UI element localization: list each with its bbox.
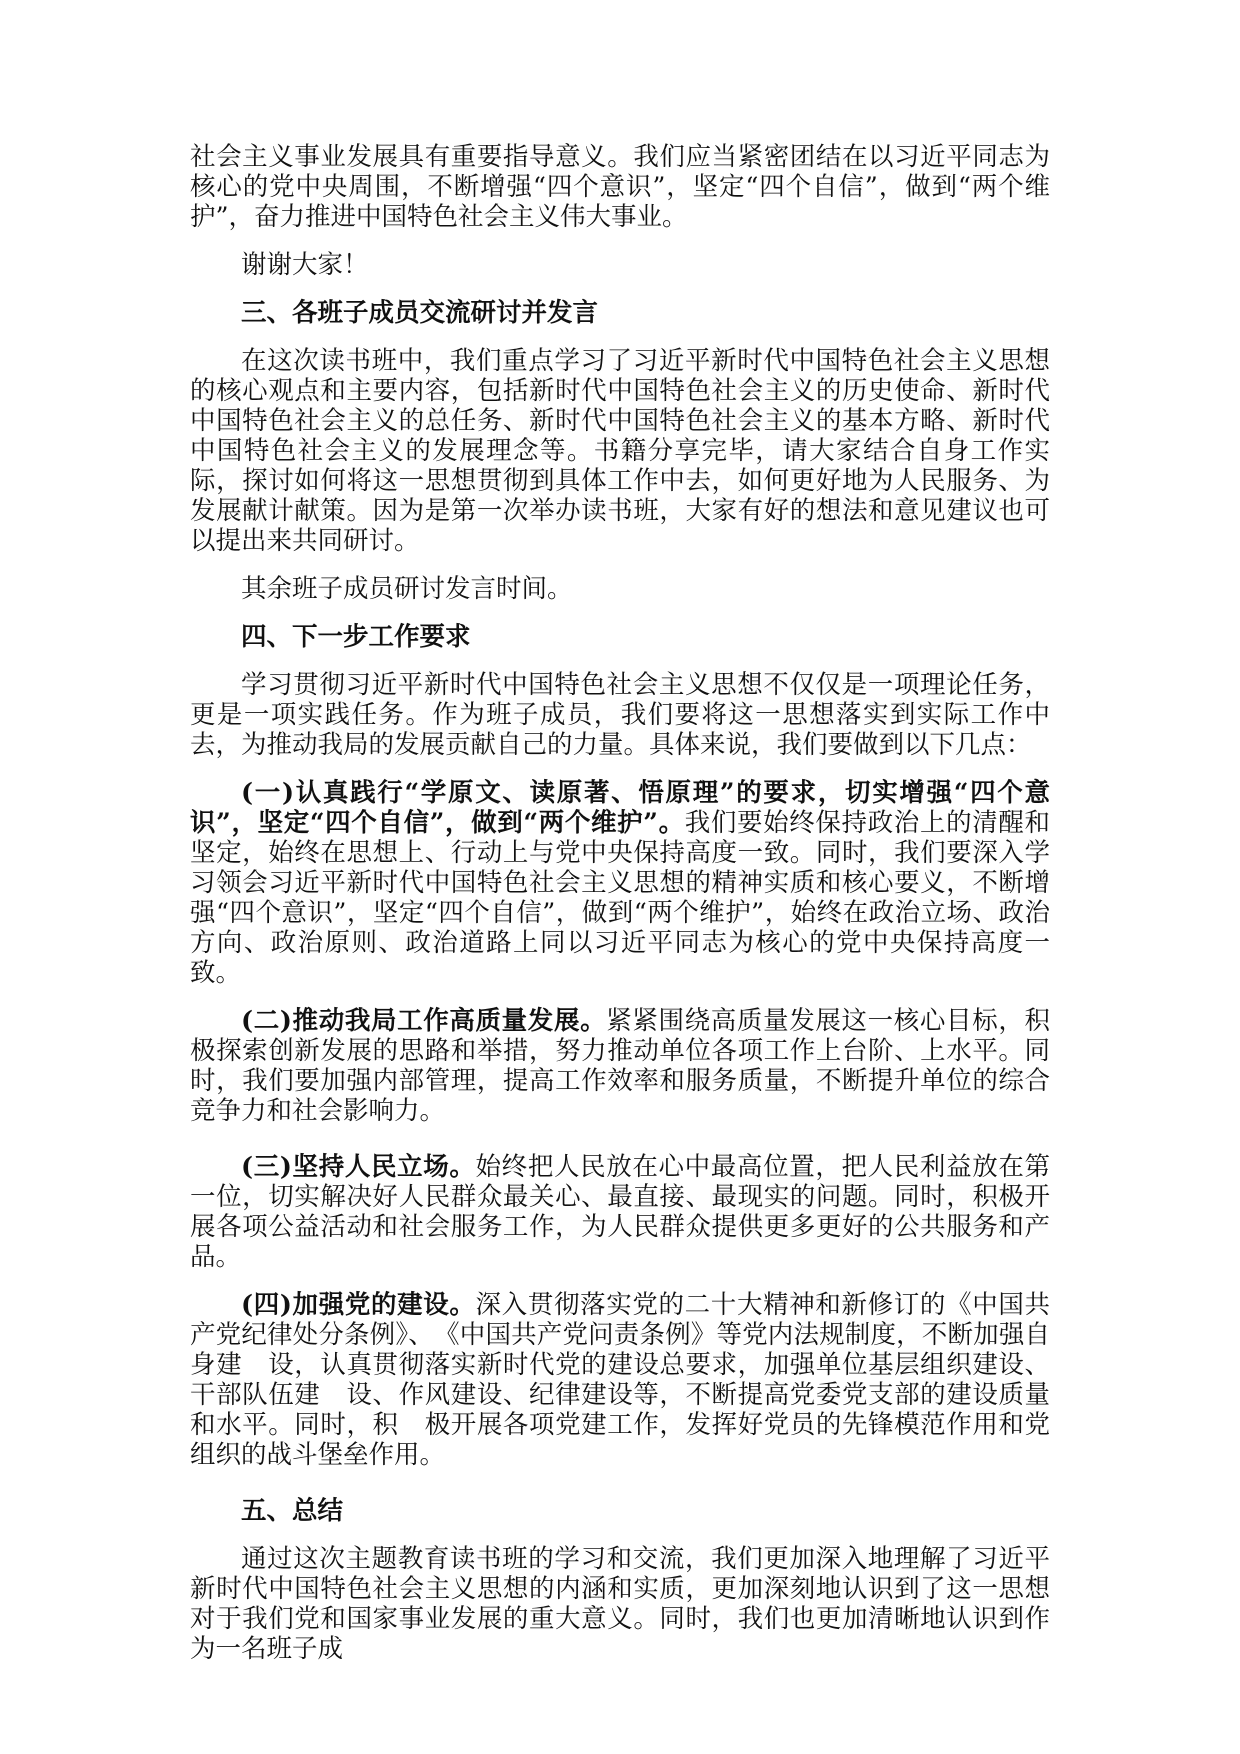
section-heading-4: 四、下一步工作要求 <box>241 622 471 652</box>
list-item-4-body: 深入贯彻落实党的二十大精神和新修订的《中国共产党纪律处分条例》、 《中国共产党问责条例》等党内法规制度，不断加强自身建 设，认真贯彻落实新时代党的建设总要求，加强单位基层组织建设、干部队伍建 设、作风建设、纪律建设等，不断提高党委党支部的建设质量和水平。同时，积 极开展各项党建工作，发挥好党员的先锋模范作用和党组织的战斗堡垒作用。 <box>190 1290 1050 1470</box>
section-heading-5: 五、总结 <box>241 1496 344 1526</box>
list-item-2 <box>190 1006 1050 1126</box>
list-item-3-body: 始终把人民放在心中最高位置，把人民利益放在第一位，切实解决好人民群众最关心、最直接、最现实的问题。同时，积极开展各项公益活动和社会服务工作，为人民群众提供更多更好的公共服务和产品。 <box>190 1152 1050 1272</box>
list-item-2-title: (二)推动我局工作高质量发展。 <box>241 1006 607 1036</box>
paragraph-requirements-intro: 学习贯彻习近平新时代中国特色社会主义思想不仅仅是一项理论任务，更是一项实践任务。作为班子成员，我们要将这一思想落实到实际工作中去，为推动我局的发展贡献自己的力量。具体来说，我们要做到以下几点： <box>190 670 1050 760</box>
paragraph-closing-remarks: 社会主义事业发展具有重要指导意义。我们应当紧密团结在以习近平同志为核心的党中央周围，不断增强“四个意识”，坚定“四个自信”，做到“两个维护”，奋力推进中国特色社会主义伟大事业。 <box>190 142 1050 232</box>
paragraph-discussion-intro: 在这次读书班中，我们重点学习了习近平新时代中国特色社会主义思想的核心观点和主要内容，包括新时代中国特色社会主义的历史使命、新时代中国特色社会主义的总任务、新时代中国特色社会主义的基本方略、新时代中国特色社会主义的发展理念等。书籍分享完毕，请大家结合自身工作实际，探讨如何将这一思想贯彻到具体工作中去，如何更好地为人民服务、为发展献计献策。因为是第一次举办读书班，大家有好的想法和意见建议也可以提出来共同研讨。 <box>190 346 1050 556</box>
list-item-1-title: (一)认真践行“学原文、读原著、悟原理”的要求，切实增强“四个意识”，坚定“四个自信”，做到“两个维护”。 <box>190 778 1050 838</box>
list-item-3-title: (三)坚持人民立场。 <box>241 1152 476 1182</box>
paragraph-summary: 通过这次主题教育读书班的学习和交流，我们更加深入地理解了习近平新时代中国特色社会主义思想的内涵和实质，更加深刻地认识到了这一思想对于我们党和国家事业发展的重大意义。同时，我们也更加清晰地认识到作为一名班子成 <box>190 1544 1050 1664</box>
paragraph-thanks: 谢谢大家！ <box>241 250 369 280</box>
list-item-1-body: 我们要始终保持政治上的清醒和坚定，始终在思想上、行动上与党中央保持高度一致。同时，我们要深入学习领会习近平新时代中国特色社会主义思想的精神实质和核心要义，不断增强“四个意识”，坚定“四个自信”，做到“两个维护”，始终在政治立场、政治方向、政治原则、政治道路上同以习近平同志为核心的党中央保持高度一致。 <box>190 808 1050 988</box>
paragraph-member-speeches: 其余班子成员研讨发言时间。 <box>241 574 573 604</box>
list-item-1 <box>190 778 1050 988</box>
list-item-2-body: 紧紧围绕高质量发展这一核心目标，积极探索创新发展的思路和举措，努力推动单位各项工作上台阶、上水平。同时，我们要加强内部管理，提高工作效率和服务质量，不断提升单位的综合竞争力和社会影响力。 <box>190 1006 1050 1126</box>
document-page <box>190 142 1050 1682</box>
list-item-4-title: (四)加强党的建设。 <box>241 1290 476 1320</box>
section-heading-3: 三、各班子成员交流研讨并发言 <box>241 298 599 328</box>
list-item-4 <box>190 1290 1050 1470</box>
list-item-3 <box>190 1152 1050 1272</box>
